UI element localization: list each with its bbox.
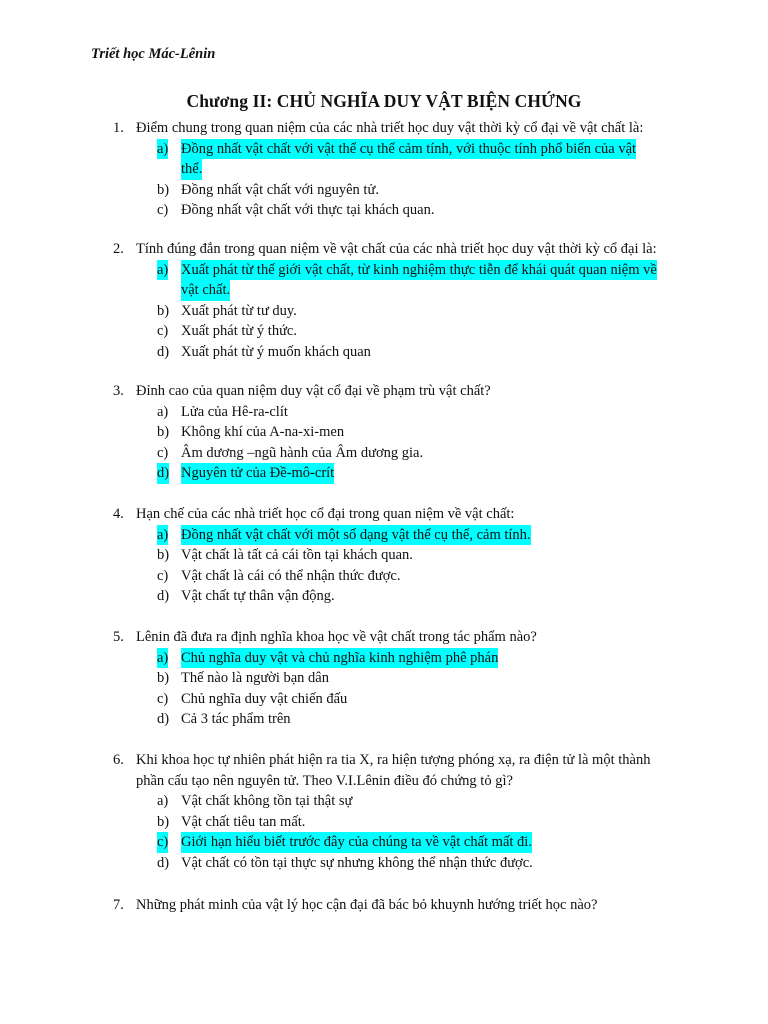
question-text-line bbox=[0, 771, 768, 792]
option-letter: d) bbox=[157, 588, 170, 605]
option-letter: a) bbox=[157, 793, 169, 810]
option-text: Đồng nhất vật chất với thực tại khách quan. bbox=[181, 202, 435, 219]
answer-option bbox=[0, 689, 768, 710]
answer-option bbox=[0, 566, 768, 587]
question-item bbox=[0, 239, 768, 363]
question-number: 2. bbox=[113, 241, 124, 257]
answer-option bbox=[0, 443, 768, 464]
option-letter: d) bbox=[157, 854, 170, 871]
answer-option bbox=[0, 321, 768, 342]
question-number: 6. bbox=[113, 752, 124, 768]
question-item bbox=[0, 627, 768, 730]
question-text: Đỉnh cao của quan niệm duy vật cổ đại về phạm trù vật chất? bbox=[136, 383, 491, 399]
answer-option bbox=[0, 709, 768, 730]
option-letter: c) bbox=[157, 567, 169, 584]
answer-option bbox=[0, 200, 768, 221]
option-letter: a) bbox=[157, 260, 168, 281]
question-text: Tính đúng đắn trong quan niệm về vật chất của các nhà triết học duy vật thời kỳ cổ đại là: bbox=[136, 241, 657, 257]
option-text: Xuất phát từ ý thức. bbox=[181, 323, 297, 340]
option-text: Xuất phát từ tư duy. bbox=[181, 302, 297, 319]
answer-option bbox=[0, 402, 768, 423]
option-text: thể. bbox=[181, 159, 202, 180]
option-letter: b) bbox=[157, 813, 170, 830]
option-text: Xuất phát từ ý muốn khách quan bbox=[181, 343, 371, 360]
question-number: 7. bbox=[113, 897, 124, 913]
option-text: Âm dương –ngũ hành của Âm dương gia. bbox=[181, 444, 424, 461]
option-letter: c) bbox=[157, 444, 169, 461]
option-letter: b) bbox=[157, 424, 170, 441]
answer-option-highlighted bbox=[0, 525, 768, 546]
answer-option-highlighted bbox=[0, 159, 768, 180]
question-item bbox=[0, 750, 768, 874]
question-text-line bbox=[0, 627, 768, 648]
question-number: 5. bbox=[113, 629, 124, 645]
question-text: Khi khoa học tự nhiên phát hiện ra tia X, ra hiện tượng phóng xạ, ra điện tử là một thành bbox=[136, 752, 651, 768]
answer-option-highlighted bbox=[0, 463, 768, 484]
option-text: Đồng nhất vật chất với vật thể cụ thể cảm tính, với thuộc tính phổ biến của vật bbox=[181, 139, 636, 160]
option-text: Vật chất có tồn tại thực sự nhưng không thể nhận thức được. bbox=[181, 854, 533, 871]
question-text: phần cấu tạo nên nguyên tử. Theo V.I.Lênin điều đó chứng tỏ gì? bbox=[136, 772, 513, 789]
option-text: Đồng nhất vật chất với một số dạng vật thể cụ thể, cảm tính. bbox=[181, 525, 531, 546]
option-letter: c) bbox=[157, 690, 169, 707]
answer-option bbox=[0, 545, 768, 566]
option-letter: a) bbox=[157, 403, 169, 420]
question-text-line bbox=[0, 750, 768, 771]
answer-option-highlighted bbox=[0, 280, 768, 301]
option-text: Không khí của A-na-xi-men bbox=[181, 424, 345, 441]
option-letter: b) bbox=[157, 547, 170, 564]
answer-option bbox=[0, 586, 768, 607]
question-item bbox=[0, 118, 768, 221]
option-text: Đồng nhất vật chất với nguyên tử. bbox=[181, 181, 379, 198]
option-text: Chủ nghĩa duy vật chiến đấu bbox=[181, 690, 348, 707]
option-letter: d) bbox=[157, 343, 170, 360]
question-text-line bbox=[0, 895, 768, 916]
answer-option bbox=[0, 422, 768, 443]
option-text: Cả 3 tác phẩm trên bbox=[181, 711, 291, 728]
option-letter: b) bbox=[157, 181, 170, 198]
question-text-line bbox=[0, 381, 768, 402]
answer-option-highlighted bbox=[0, 648, 768, 669]
option-text: Giới hạn hiểu biết trước đây của chúng ta về vật chất mất đi. bbox=[181, 832, 532, 853]
option-text: Vật chất tự thân vận động. bbox=[181, 588, 335, 605]
answer-option bbox=[0, 812, 768, 833]
option-letter: d) bbox=[157, 711, 170, 728]
answer-option bbox=[0, 342, 768, 363]
option-text: vật chất. bbox=[181, 280, 230, 301]
option-text: Vật chất tiêu tan mất. bbox=[181, 813, 306, 830]
option-text: Chủ nghĩa duy vật và chủ nghĩa kinh nghiệm phê phán bbox=[181, 648, 498, 669]
answer-option-highlighted bbox=[0, 260, 768, 281]
option-text: Nguyên tử của Đề-mô-crít bbox=[181, 463, 334, 484]
question-number: 3. bbox=[113, 383, 124, 399]
answer-option bbox=[0, 180, 768, 201]
answer-option bbox=[0, 791, 768, 812]
answer-option-highlighted bbox=[0, 832, 768, 853]
answer-option-highlighted bbox=[0, 139, 768, 160]
option-letter: b) bbox=[157, 670, 170, 687]
question-item bbox=[0, 504, 768, 607]
question-number: 4. bbox=[113, 506, 124, 522]
question-text: Những phát minh của vật lý học cận đại đã bác bỏ khuynh hướng triết học nào? bbox=[136, 897, 598, 913]
question-text: Hạn chế của các nhà triết học cổ đại trong quan niệm về vật chất: bbox=[136, 506, 515, 522]
answer-option bbox=[0, 668, 768, 689]
option-letter: a) bbox=[157, 648, 168, 669]
option-text: Lửa của Hê-ra-clít bbox=[181, 403, 288, 420]
option-text: Xuất phát từ thế giới vật chất, từ kinh nghiệm thực tiễn để khái quát quan niệm về bbox=[181, 260, 657, 281]
option-text: Thế nào là người bạn dân bbox=[181, 670, 329, 687]
option-letter: d) bbox=[157, 463, 169, 484]
option-letter: a) bbox=[157, 525, 168, 546]
option-text: Vật chất là tất cả cái tồn tại khách quan. bbox=[181, 547, 413, 564]
option-text: Vật chất là cái có thể nhận thức được. bbox=[181, 567, 401, 584]
document-header: Triết học Mác-Lênin bbox=[91, 46, 216, 62]
answer-option bbox=[0, 853, 768, 874]
question-number: 1. bbox=[113, 120, 124, 136]
option-letter: c) bbox=[157, 323, 169, 340]
question-text-line bbox=[0, 504, 768, 525]
option-letter: c) bbox=[157, 202, 169, 219]
chapter-title: Chương II: CHỦ NGHĨA DUY VẬT BIỆN CHỨNG bbox=[186, 91, 582, 111]
question-text: Lênin đã đưa ra định nghĩa khoa học về vật chất trong tác phẩm nào? bbox=[136, 629, 537, 645]
option-letter: c) bbox=[157, 832, 168, 853]
option-text: Vật chất không tồn tại thật sự bbox=[181, 793, 353, 810]
question-text-line bbox=[0, 239, 768, 260]
option-letter: a) bbox=[157, 139, 168, 160]
question-text: Điểm chung trong quan niệm của các nhà triết học duy vật thời kỳ cổ đại về vật chất là: bbox=[136, 120, 644, 136]
option-letter: b) bbox=[157, 302, 170, 319]
question-text-line bbox=[0, 118, 768, 139]
question-item bbox=[0, 895, 768, 916]
answer-option bbox=[0, 301, 768, 322]
question-item bbox=[0, 381, 768, 484]
